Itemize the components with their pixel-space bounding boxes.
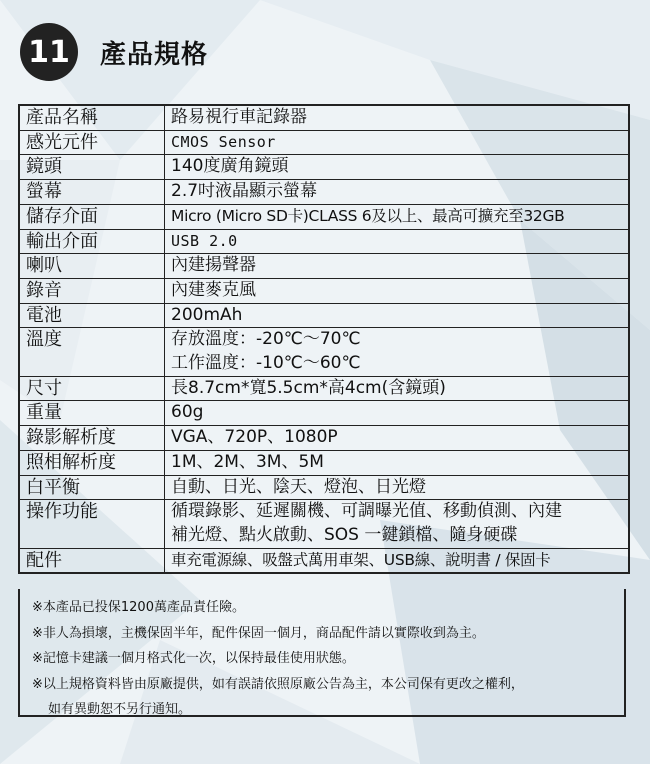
spec-label: 感光元件 [19, 130, 165, 155]
spec-value: 200mAh [165, 303, 630, 328]
spec-value: CMOS Sensor [165, 130, 630, 155]
spec-label: 電池 [19, 303, 165, 328]
spec-label: 儲存介面 [19, 204, 165, 229]
spec-label: 鏡頭 [19, 155, 165, 180]
spec-value: Micro (Micro SD卡)CLASS 6及以上、最高可擴充至32GB [165, 204, 630, 229]
page-title: 產品規格 [100, 39, 209, 70]
table-row [19, 105, 629, 130]
spec-value: 路易視行車記錄器 [165, 105, 630, 130]
table-row [19, 155, 629, 180]
spec-label: 錄影解析度 [19, 426, 165, 451]
table-row [19, 130, 629, 155]
spec-label: 白平衡 [19, 475, 165, 500]
spec-value: 內建麥克風 [165, 278, 630, 303]
spec-value: 長8.7cm*寬5.5cm*高4cm(含鏡頭) [165, 376, 630, 401]
spec-value-line: 循環錄影、延遲關機、可調曝光值、移動偵測、內建 [171, 501, 562, 522]
table-row [19, 278, 629, 303]
table-row [19, 548, 629, 573]
spec-label: 照相解析度 [19, 450, 165, 475]
spec-value-line: 補光燈、點火啟動、SOS 一鍵鎖檔、隨身硬碟 [171, 524, 518, 545]
table-row [19, 328, 629, 376]
spec-value: USB 2.0 [165, 229, 630, 254]
spec-value: VGA、720P、1080P [165, 426, 630, 451]
table-row [19, 229, 629, 254]
table-row [19, 475, 629, 500]
spec-label: 配件 [19, 548, 165, 573]
spec-value: 自動、日光、陰天、燈泡、日光燈 [165, 475, 630, 500]
section-header [20, 22, 208, 82]
spec-label: 產品名稱 [19, 105, 165, 130]
note-item: ※記憶卡建議一個月格式化一次，以保持最佳使用狀態。 [32, 651, 355, 666]
spec-value: 內建揚聲器 [165, 254, 630, 279]
table-row [19, 204, 629, 229]
spec-label: 溫度 [19, 328, 165, 376]
table-row [19, 376, 629, 401]
table-row [19, 254, 629, 279]
table-row [19, 426, 629, 451]
table-row [19, 180, 629, 205]
table-row [19, 500, 629, 548]
note-item: 如有異動恕不另行通知。 [48, 702, 192, 717]
spec-label: 尺寸 [19, 376, 165, 401]
spec-value [165, 500, 630, 548]
notes-box [18, 589, 626, 717]
spec-label: 喇叭 [19, 254, 165, 279]
spec-label: 重量 [19, 401, 165, 426]
note-item: ※以上規格資料皆由原廠提供，如有誤請依照原廠公告為主，本公司保有更改之權利， [32, 676, 524, 692]
spec-value: 2.7吋液晶顯示螢幕 [165, 180, 630, 205]
table-row [19, 401, 629, 426]
spec-value-line: 工作溫度：-10℃～60℃ [171, 353, 361, 374]
spec-label: 操作功能 [19, 500, 165, 548]
spec-label: 螢幕 [19, 180, 165, 205]
spec-value: 車充電源線、吸盤式萬用車架、USB線、說明書 / 保固卡 [165, 548, 630, 573]
note-item: ※非人為損壞，主機保固半年，配件保固一個月，商品配件請以實際收到為主。 [32, 625, 485, 641]
spec-value-line: 存放溫度：-20℃～70℃ [171, 329, 361, 350]
spec-value: 60g [165, 401, 630, 426]
table-row [19, 303, 629, 328]
spec-value: 1M、2M、3M、5M [165, 450, 630, 475]
section-number-badge: 11 [20, 23, 78, 81]
spec-label: 錄音 [19, 278, 165, 303]
table-row [19, 450, 629, 475]
spec-table [18, 104, 630, 574]
note-item: ※本產品已投保1200萬產品責任險。 [32, 600, 245, 615]
spec-value [165, 328, 630, 376]
spec-label: 輸出介面 [19, 229, 165, 254]
spec-value: 140度廣角鏡頭 [165, 155, 630, 180]
